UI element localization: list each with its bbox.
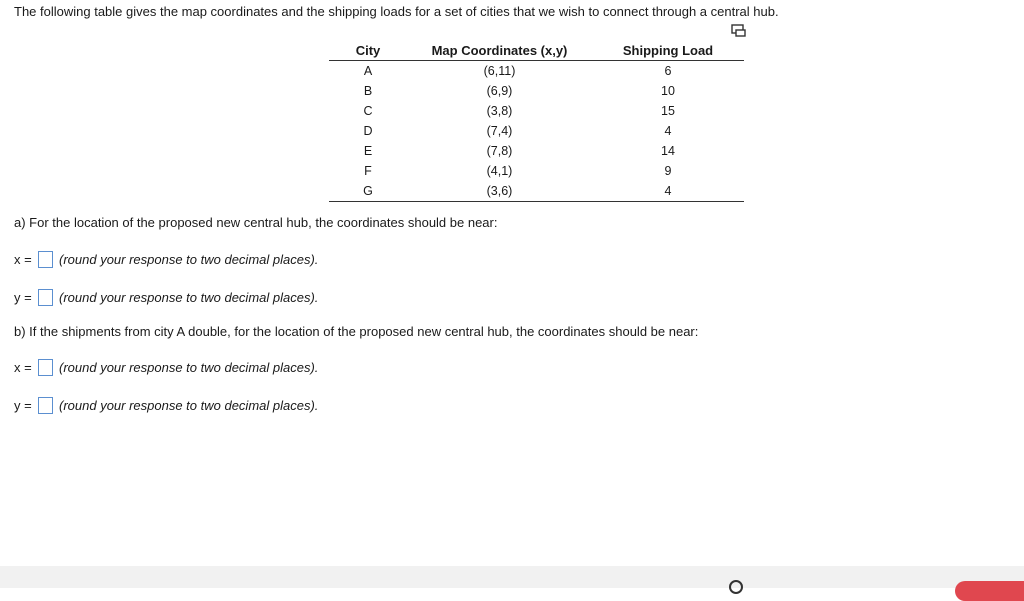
- x-label: x =: [14, 359, 32, 375]
- cell-load: 4: [592, 181, 744, 202]
- header-city: City: [329, 40, 407, 61]
- cell-city: E: [363, 144, 373, 158]
- copy-table-icon[interactable]: [731, 24, 747, 38]
- part-b-x-row: [14, 357, 318, 377]
- cell-coordinates: (6,9): [486, 84, 513, 98]
- action-button[interactable]: [955, 581, 1024, 601]
- part-b-y-row: [14, 395, 318, 415]
- cell-load: 4: [664, 124, 672, 138]
- cell-city: A: [363, 64, 373, 78]
- rounding-hint: (round your response to two decimal places).: [59, 251, 319, 267]
- cell-coordinates: (6,11): [483, 64, 516, 78]
- cell-load: 15: [661, 104, 675, 118]
- cell-city: D: [363, 124, 373, 138]
- cell-load: 6: [664, 64, 672, 78]
- cell-city: B: [363, 84, 373, 98]
- cell-city: G: [329, 181, 407, 202]
- help-circle-icon[interactable]: [729, 580, 743, 594]
- header-coordinates: Map Coordinates (x,y): [407, 40, 592, 61]
- table-header-row: [329, 40, 744, 61]
- x-label: x =: [14, 251, 32, 267]
- rounding-hint: (round your response to two decimal places).: [59, 397, 319, 413]
- table-row: [329, 121, 744, 141]
- part-b-question: b) If the shipments from city A double, for the location of the proposed new central hub, the coordinates should be near:: [14, 324, 699, 339]
- part-b-x-input[interactable]: [38, 359, 53, 376]
- cell-coordinates: (3,6): [407, 181, 592, 202]
- cell-coordinates: (7,8): [486, 144, 513, 158]
- part-a-y-input[interactable]: [38, 289, 53, 306]
- table-row: [329, 61, 744, 82]
- table-row: [329, 81, 744, 101]
- header-shipping-load: Shipping Load: [592, 40, 744, 61]
- part-a-x-row: [14, 249, 318, 269]
- cell-coordinates: (7,4): [486, 124, 513, 138]
- cell-coordinates: (4,1): [486, 164, 513, 178]
- part-b-y-input[interactable]: [38, 397, 53, 414]
- rounding-hint: (round your response to two decimal places).: [59, 359, 319, 375]
- table-row: [329, 181, 744, 202]
- table-row: [329, 161, 744, 181]
- cell-load: 10: [661, 84, 675, 98]
- y-label: y =: [14, 397, 32, 413]
- cell-city: C: [363, 104, 373, 118]
- shipping-table: [329, 40, 744, 202]
- part-a-x-input[interactable]: [38, 251, 53, 268]
- table-row: [329, 101, 744, 121]
- cell-coordinates: (3,8): [486, 104, 513, 118]
- table-row: [329, 141, 744, 161]
- part-a-question: a) For the location of the proposed new central hub, the coordinates should be near:: [14, 215, 498, 230]
- footer-bar: [0, 566, 1024, 588]
- cell-load: 9: [664, 164, 672, 178]
- part-a-y-row: [14, 287, 318, 307]
- intro-text: The following table gives the map coordinates and the shipping loads for a set of cities that we wish to connect through a central hub.: [14, 4, 779, 19]
- rounding-hint: (round your response to two decimal places).: [59, 289, 319, 305]
- y-label: y =: [14, 289, 32, 305]
- cell-city: F: [364, 164, 372, 178]
- cell-load: 14: [661, 144, 675, 158]
